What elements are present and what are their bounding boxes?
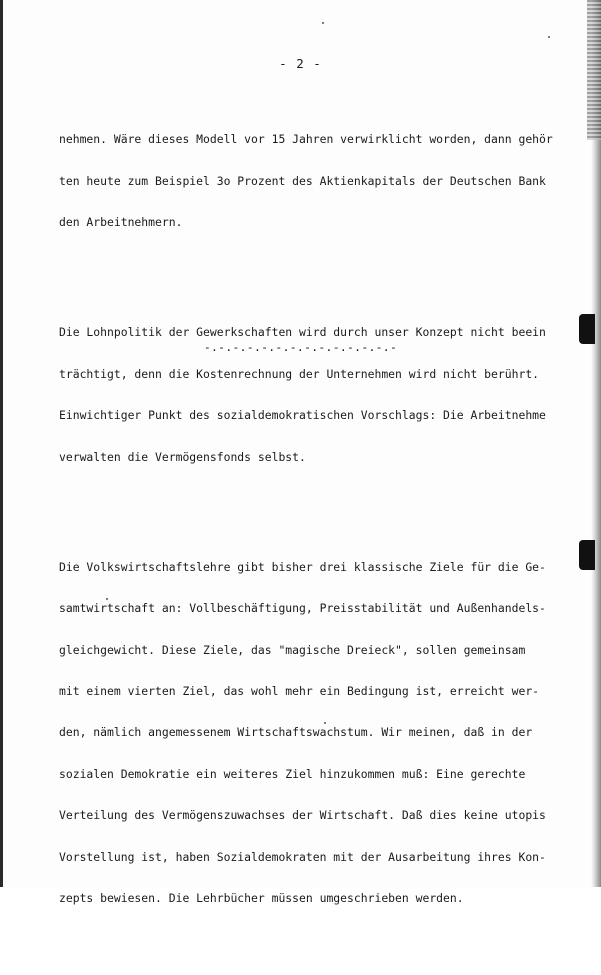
text-line: Einwichtiger Punkt des sozialdemokratischen Vorschlags: Die Arbeitnehme xyxy=(59,408,546,423)
text-line: samtwirtschaft an: Vollbeschäftigung, Preisstabilität und Außenhandels- xyxy=(59,601,546,616)
text-line: nehmen. Wäre dieses Modell vor 15 Jahren verwirklicht worden, dann gehör xyxy=(59,132,553,147)
text-line: Die Volkswirtschaftslehre gibt bisher drei klassische Ziele für die Ge- xyxy=(59,559,546,574)
punch-hole-mark xyxy=(579,540,595,570)
text-line: gleichgewicht. Diese Ziele, das "magische Dreieck", sollen gemeinsam xyxy=(59,642,526,657)
scan-speck xyxy=(322,22,324,24)
text-line: sozialen Demokratie ein weiteres Ziel hinzukommen muß: Eine gerechte xyxy=(59,766,526,781)
scan-speck xyxy=(548,36,550,38)
page-number: - 2 - xyxy=(279,56,322,71)
text-line: den Arbeitnehmern. xyxy=(59,214,183,229)
text-line: ten heute zum Beispiel 3o Prozent des Aktienkapitals der Deutschen Bank xyxy=(59,173,546,188)
paragraph xyxy=(59,533,581,933)
text-line: den, nämlich angemessenem Wirtschaftswachstum. Wir meinen, daß in der xyxy=(59,725,533,740)
paragraph xyxy=(59,106,581,258)
text-line: trächtigt, denn die Kostenrechnung der Unternehmen wird nicht berührt. xyxy=(59,366,540,381)
text-line: zepts bewiesen. Die Lehrbücher müssen umgeschrieben werden. xyxy=(59,891,464,906)
text-line: verwalten die Vermögensfonds selbst. xyxy=(59,449,306,464)
text-line: Vorstellung ist, haben Sozialdemokraten mit der Ausarbeitung ihres Kon- xyxy=(59,849,546,864)
paragraph xyxy=(59,299,581,492)
text-line: mit einem vierten Ziel, das wohl mehr ein Bedingung ist, erreicht wer- xyxy=(59,684,540,699)
document-body xyxy=(59,78,581,975)
text-line: Die Lohnpolitik der Gewerkschaften wird durch unser Konzept nicht beein xyxy=(59,325,546,340)
text-line: Verteilung des Vermögenszuwachses der Wirtschaft. Daß dies keine utopis xyxy=(59,808,546,823)
section-separator: -.-.-.-.-.-.-.-.-.-.-.-.-.- xyxy=(203,340,398,354)
scan-edge-left xyxy=(0,0,3,887)
